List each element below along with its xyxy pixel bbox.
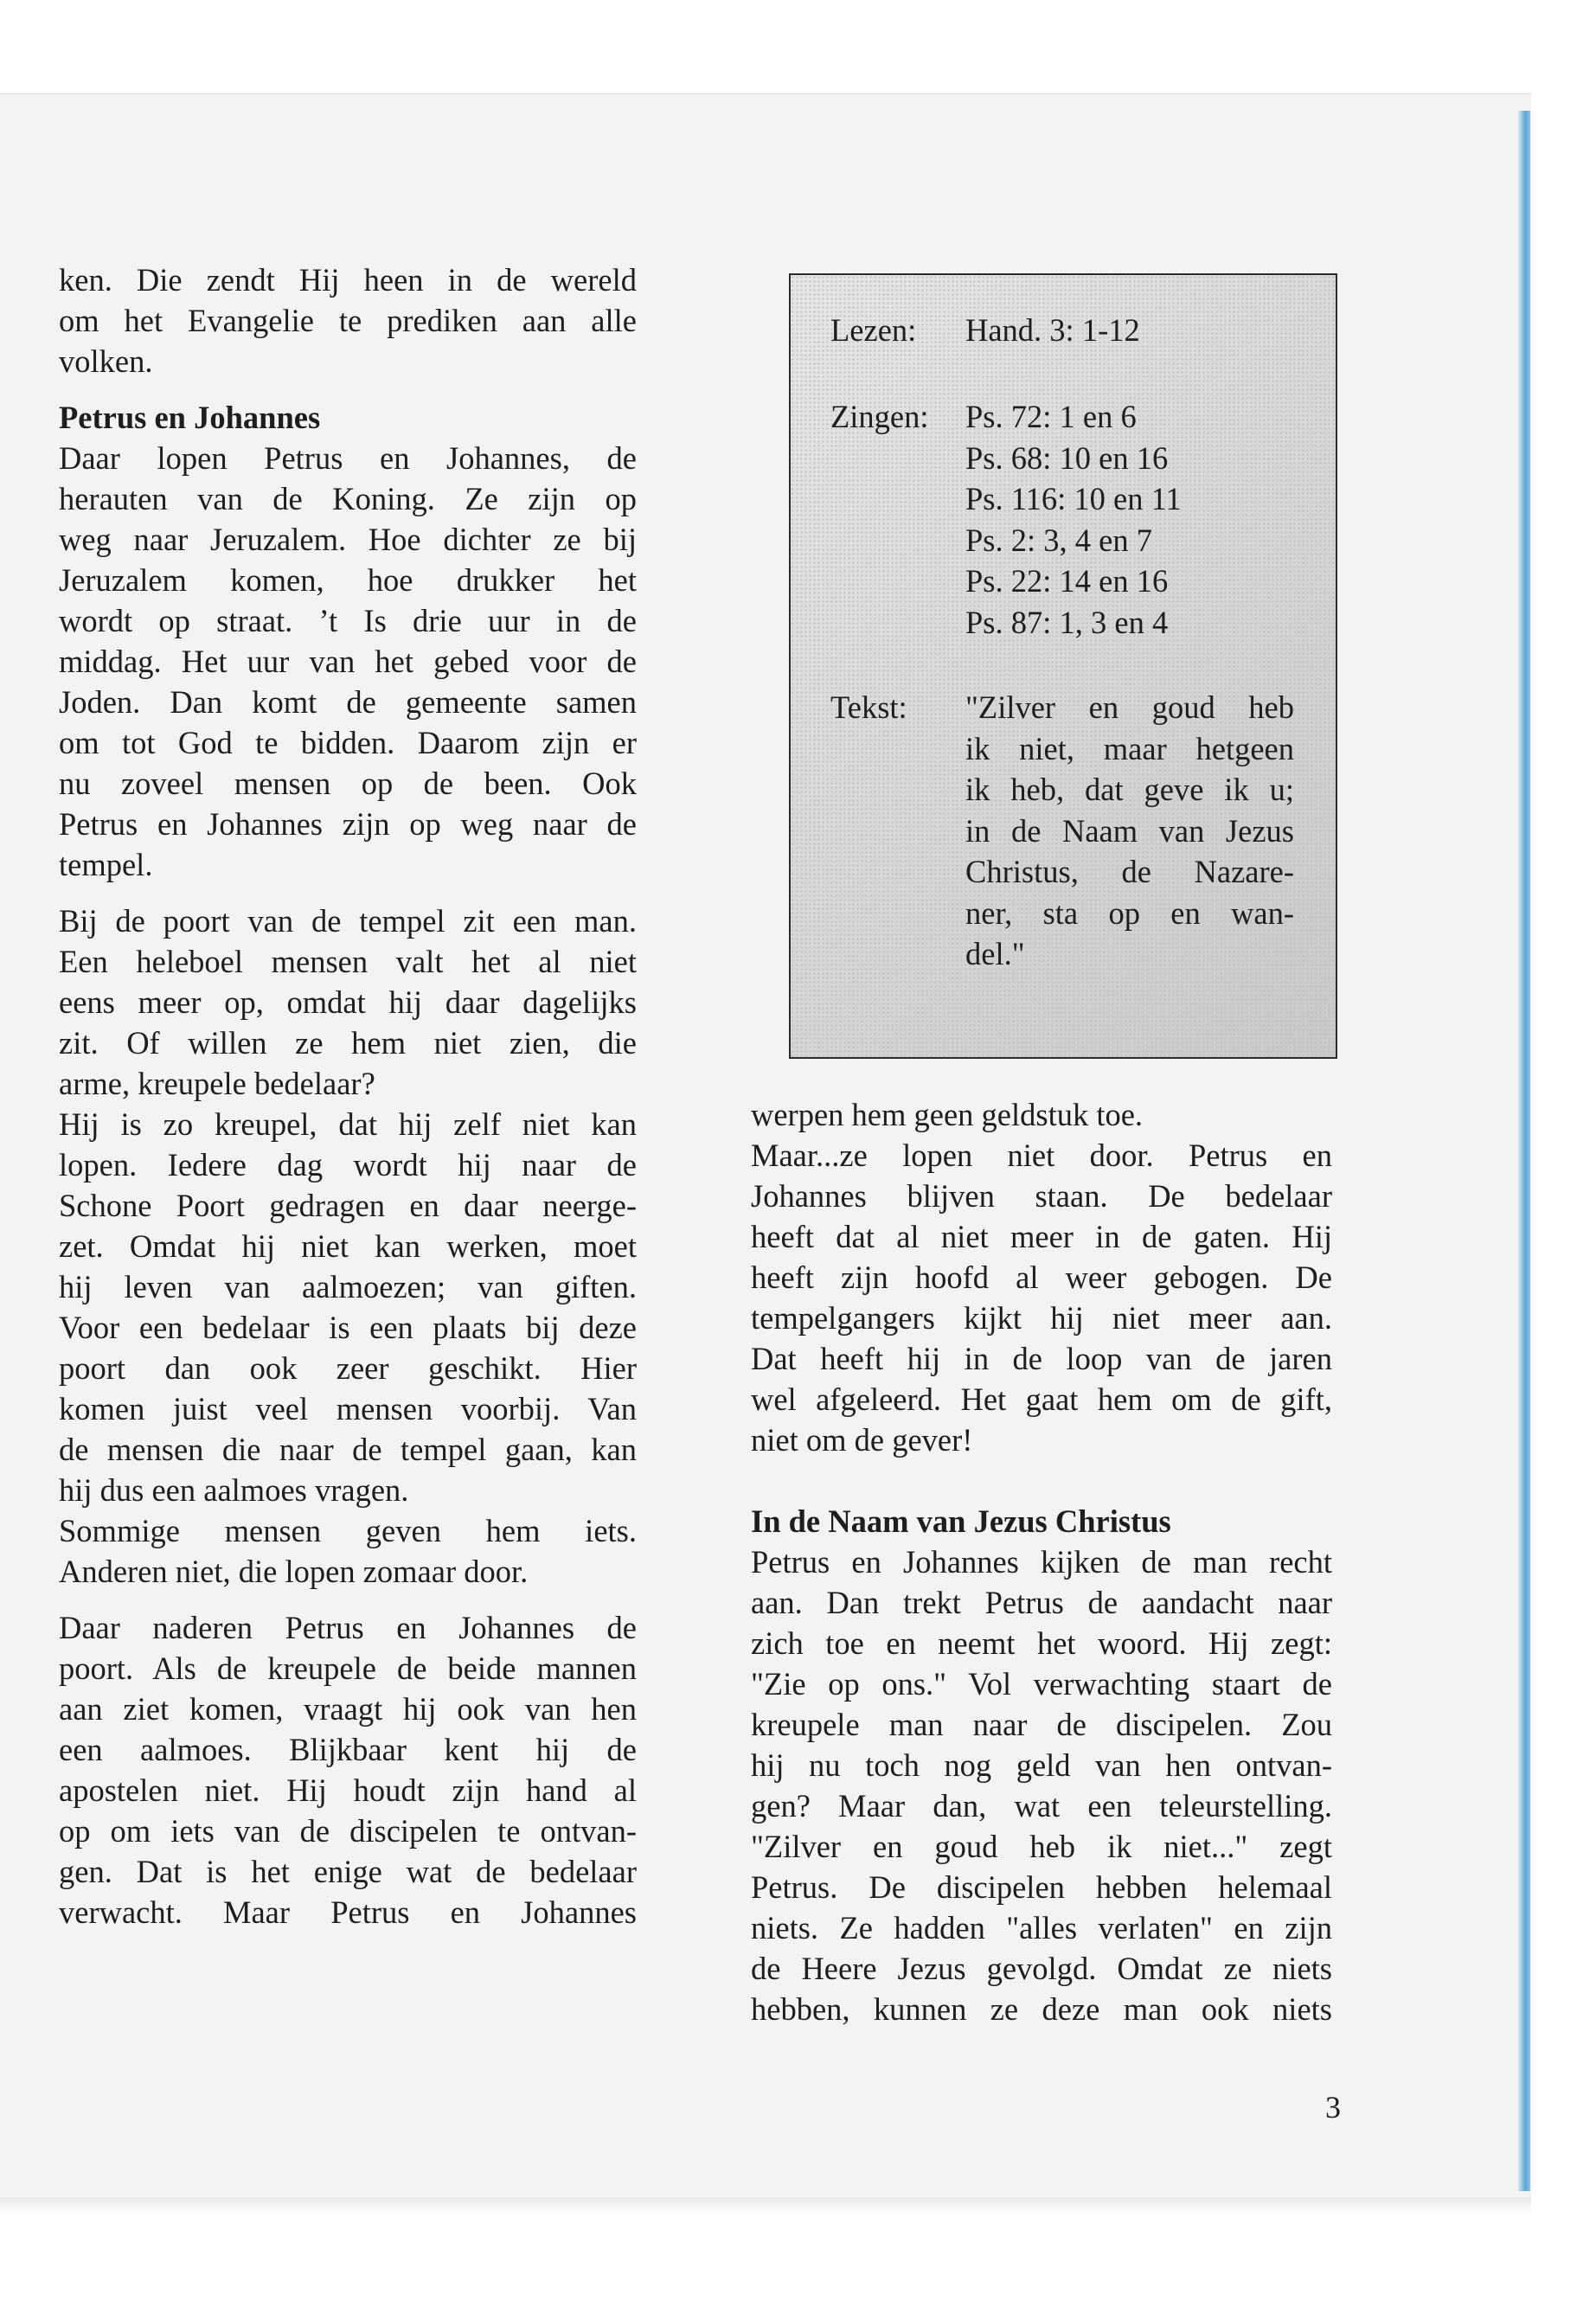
text-line: aan. Dan trekt Petrus de aandacht naar [751, 1585, 1332, 1620]
text-line: ik niet, maar hetgeen [965, 730, 1294, 766]
text-line: hij dus een aalmoes vragen. [59, 1472, 409, 1508]
text-line: ner, sta op en wan- [965, 894, 1294, 931]
text-line: herauten van de Koning. Ze zijn op [59, 481, 637, 516]
text-line: Johannes blijven staan. De bedelaar [751, 1178, 1332, 1214]
text-line: poort. Als de kreupele de beide mannen [59, 1650, 637, 1686]
text-line: zit. Of willen ze hem niet zien, die [59, 1025, 637, 1061]
bible-text [965, 687, 1294, 975]
text-line: zet. Omdat hij niet kan werken, moet [59, 1228, 637, 1264]
text-line: Christus, de Nazare- [965, 854, 1294, 889]
text-line: in de Naam van Jezus [965, 812, 1294, 849]
right-column [751, 1094, 1332, 2029]
paragraph [751, 1541, 1332, 2029]
text-line: Jeruzalem komen, hoe drukker het [59, 562, 637, 598]
text-line: ken. Die zendt Hij heen in de wereld [59, 262, 637, 298]
text-line: Maar...ze lopen niet door. Petrus en [751, 1138, 1332, 1173]
paragraph [59, 1104, 637, 1510]
text-line: arme, kreupele bedelaar? [59, 1066, 375, 1101]
song-item: Ps. 68: 10 en 16 [965, 439, 1169, 476]
text-line: op om iets van de discipelen te ontvan- [59, 1813, 637, 1849]
text-line: tempel. [59, 847, 153, 882]
text-line: heeft dat al niet meer in de gaten. Hij [751, 1219, 1332, 1254]
text-line: "Zilver en goud heb ik niet..." zegt [751, 1829, 1332, 1864]
text-line: zich toe en neemt het woord. Hij zegt: [751, 1625, 1332, 1661]
text-line: Dat heeft hij in de loop van de jaren [751, 1341, 1332, 1376]
text-line: Petrus en Johannes kijken de man recht [751, 1544, 1332, 1580]
text-line: del." [965, 936, 1025, 971]
text-line: Petrus en Johannes zijn op weg naar de [59, 806, 637, 842]
paragraph [59, 1607, 637, 1932]
text-line: Anderen niet, die lopen zomaar door. [59, 1554, 529, 1589]
paragraph [751, 1094, 1332, 1460]
section-heading: Petrus en Johannes [59, 400, 321, 435]
paragraph [59, 901, 637, 1104]
page-shadow [0, 2197, 1531, 2214]
text-line: Hij is zo kreupel, dat hij zelf niet kan [59, 1106, 637, 1142]
text-line: volken. [59, 343, 153, 379]
section-heading: In de Naam van Jezus Christus [751, 1503, 1171, 1539]
song-item: Ps. 116: 10 en 11 [965, 481, 1182, 516]
text-line: de mensen die naar de tempel gaan, kan [59, 1432, 637, 1467]
text-line: lopen. Iedere dag wordt hij naar de [59, 1147, 637, 1183]
text-line: om het Evangelie te prediken aan alle [59, 303, 637, 338]
text-line: "Zilver en goud heb [965, 689, 1294, 725]
song-item: Ps. 22: 14 en 16 [965, 563, 1169, 599]
text-line: aan ziet komen, vraagt hij ook van hen [59, 1691, 637, 1727]
text-line: niet om de gever! [751, 1422, 973, 1458]
text-line: gen. Dat is het enige wat de bedelaar [59, 1854, 637, 1889]
text-line: hij leven van aalmoezen; van giften. [59, 1269, 637, 1304]
text-line: Sommige mensen geven hem iets. [59, 1513, 637, 1548]
text-line: Schone Poort gedragen en daar neerge- [59, 1188, 637, 1223]
text-line: nu zoveel mensen op de been. Ook [59, 766, 637, 801]
song-item: Ps. 87: 1, 3 en 4 [965, 604, 1169, 640]
text-label: Tekst: [830, 689, 907, 725]
text-line: verwacht. Maar Petrus en Johannes [59, 1894, 637, 1930]
liturgy-box [789, 273, 1337, 1059]
reading-value: Hand. 3: 1-12 [965, 312, 1140, 348]
reading-label: Lezen: [830, 312, 917, 348]
text-line: Daar lopen Petrus en Johannes, de [59, 440, 637, 476]
text-line: komen juist veel mensen voorbij. Van [59, 1391, 637, 1426]
song-item: Ps. 72: 1 en 6 [965, 399, 1137, 434]
text-line: tempelgangers kijkt hij niet meer aan. [751, 1300, 1332, 1336]
text-line: gen? Maar dan, wat een teleurstelling. [751, 1788, 1332, 1823]
page-edge [1518, 111, 1530, 2191]
text-line: niets. Ze hadden "alles verlaten" en zijn [751, 1910, 1332, 1945]
text-line: "Zie op ons." Vol verwachting staart de [751, 1666, 1332, 1702]
left-column [59, 260, 637, 1932]
text-line: Joden. Dan komt de gemeente samen [59, 684, 637, 720]
text-line: eens meer op, omdat hij daar dagelijks [59, 984, 637, 1020]
text-line: hebben, kunnen ze deze man ook niets [751, 1991, 1332, 2027]
text-line: poort dan ook zeer geschikt. Hier [59, 1350, 637, 1386]
text-line: heeft zijn hoofd al weer gebogen. De [751, 1259, 1332, 1295]
text-line: wordt op straat. ’t Is drie uur in de [59, 603, 637, 638]
text-line: de Heere Jezus gevolgd. Omdat ze niets [751, 1951, 1332, 1986]
text-line: Bij de poort van de tempel zit een man. [59, 903, 637, 939]
paragraph [59, 1510, 637, 1592]
text-line: wel afgeleerd. Het gaat hem om de gift, [751, 1381, 1332, 1417]
text-line: een aalmoes. Blijkbaar kent hij de [59, 1732, 637, 1767]
text-line: weg naar Jeruzalem. Hoe dichter ze bij [59, 522, 637, 557]
text-line: hij nu toch nog geld van hen ontvan- [751, 1747, 1332, 1783]
intro-paragraph [59, 260, 637, 381]
song-item: Ps. 2: 3, 4 en 7 [965, 522, 1152, 558]
text-line: apostelen niet. Hij houdt zijn hand al [59, 1772, 637, 1808]
text-line: Daar naderen Petrus en Johannes de [59, 1610, 637, 1645]
text-line: Voor een bedelaar is een plaats bij deze [59, 1310, 637, 1345]
page-number: 3 [1325, 2090, 1341, 2125]
text-line: ik heb, dat geve ik u; [965, 772, 1294, 807]
paragraph [59, 438, 637, 885]
text-line: om tot God te bidden. Daarom zijn er [59, 725, 637, 760]
text-line: werpen hem geen geldstuk toe. [751, 1097, 1144, 1132]
text-line: Een heleboel mensen valt het al niet [59, 944, 637, 979]
text-line: kreupele man naar de discipelen. Zou [751, 1707, 1332, 1742]
text-line: middag. Het uur van het gebed voor de [59, 644, 637, 679]
text-line: Petrus. De discipelen hebben helemaal [751, 1869, 1332, 1905]
singing-label: Zingen: [830, 399, 929, 434]
